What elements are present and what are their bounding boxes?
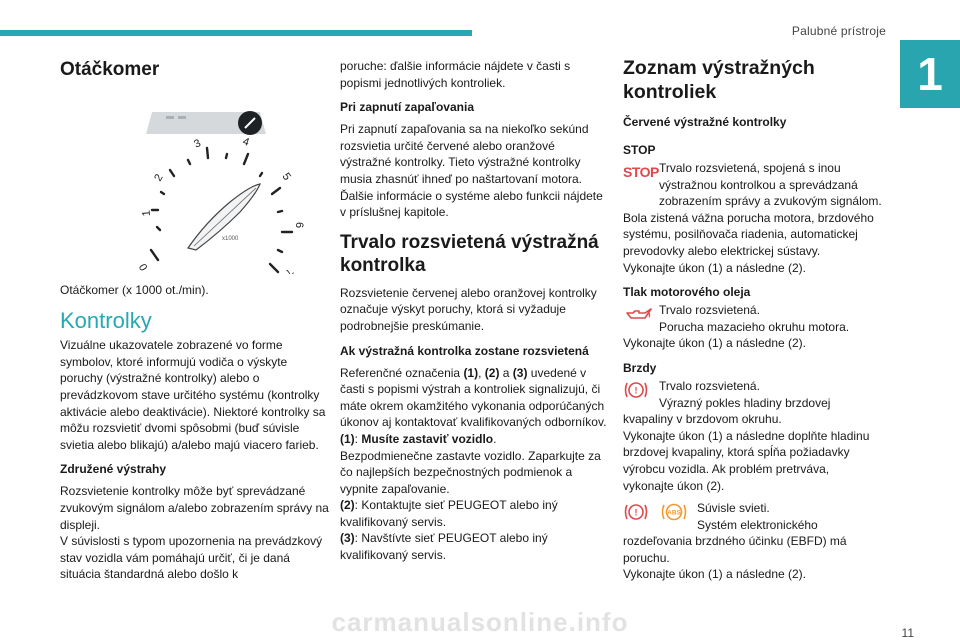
gauge-unit-label: x1000 — [222, 236, 239, 242]
tachometer-caption: Otáčkomer (x 1000 ot./min). — [60, 283, 209, 297]
oil-lead-2: Porucha mazacieho okruhu motora. — [659, 319, 850, 334]
column-1 — [60, 52, 330, 589]
oil-text: Vykonajte úkon (1) a následne (2). — [623, 336, 806, 351]
ak-text: Referenčné označenia (1), (2) a (3) uvedené v časti s popismi výstrah a kontroliek signalizujú, či máte okrem okamžitého vykonania odporúčaných úkonov aj kontaktovať kvalifikovaných odborníkov. — [340, 365, 607, 430]
ebfd-lead-2: Systém elektronického — [697, 517, 818, 532]
chapter-tab: 1 — [900, 40, 960, 108]
svg-text:ABS: ABS — [667, 509, 681, 517]
ref-2-text: (2): Kontaktujte sieť PEUGEOT alebo iný kvalifikovaný servis. — [340, 498, 558, 529]
gauge-number-6: 6 — [293, 222, 305, 229]
tachometer-gauge — [110, 90, 320, 274]
stop-lead-text: Trvalo rozsvietená, spojená s inou výstražnou kontrolkou a sprevádzaná zobrazením správy a zvukovým signálom. — [659, 161, 882, 209]
zapnuti-text: Pri zapnutí zapaľovania sa na niekoľko sekúnd rozsvietia určité červené alebo oranžové výstražné kontrolky. Tieto výstražné kontrolky musia zhasnúť ihneď po naštartovaní motora. Ďalšie informácie o systéme alebo funkcii nájdete v príslušnej kapitole. — [340, 122, 603, 220]
ebfd-text-1: rozdeľovania brzdného účinku (EBFD) má poruchu. — [623, 534, 847, 565]
gauge-number-2: 2 — [152, 172, 166, 184]
header-title: Palubné prístroje — [791, 24, 886, 38]
section-title-trvalo: Trvalo rozsvietená výstražná kontrolka — [340, 231, 599, 276]
section-title-kontrolky: Kontrolky — [60, 307, 152, 333]
ref-1-text: Bezpodmienečne zastavte vozidlo. Zaparkujte za čo najlepších bezpečnostných podmienok a vypnite zapaľovanie. — [340, 448, 601, 496]
brake-warning — [623, 378, 883, 411]
zdruzene-text-1: Rozsvietenie kontrolky môže byť sprevádzané zvukovým signálom a/alebo zobrazením správy na displeji. — [60, 484, 329, 532]
kontrolky-text: Vizuálne ukazovatele zobrazené vo forme symbolov, ktoré informujú vodiča o výskyte poruchy (výstražné kontrolky) alebo o prevádzkovom stave určitého systému (kontrolky aktivácie alebo deaktivácie). Niektoré kontrolky sa môžu rozsvietiť dvomi spôsobmi (buď súvisle svietia alebo blikajú) a/alebo majú viacero farieb. — [60, 338, 326, 452]
brake-title: Brzdy — [623, 360, 657, 375]
header-accent-bar — [0, 30, 472, 36]
gauge-number-4: 4 — [240, 135, 251, 149]
brake-lead-2: Výrazný pokles hladiny brzdovej — [659, 395, 831, 410]
ebfd-icons — [623, 500, 695, 524]
stop-warning-icon: STOP — [623, 163, 659, 180]
gauge-number-1: 1 — [140, 209, 153, 217]
ebfd-lead-1: Súvisle svieti. — [697, 501, 770, 516]
oil-lead-1: Trvalo rozsvietená. — [659, 303, 760, 318]
ref-3-text: (3): Navštívte sieť PEUGEOT alebo iný kvalifikovaný servis. — [340, 531, 548, 563]
section-title-zoznam: Zoznam výstražných kontroliek — [623, 57, 815, 103]
column-2 — [340, 52, 608, 570]
svg-text:!: ! — [634, 385, 638, 396]
section-title-zapnuti: Pri zapnutí zapaľovania — [340, 100, 474, 115]
brake-text-2: Vykonajte úkon (1) a následne doplňte hladinu brzdovej kvapaliny, ktorá spĺňa požiadavky výrobcu vozidla. Ak problém pretrváva, vykonajte úkon (2). — [623, 428, 870, 493]
brake-warning-icon-small — [626, 505, 647, 519]
section-title-tachometer: Otáčkomer — [60, 59, 160, 80]
gauge-number-5: 5 — [279, 170, 293, 183]
section-title-ak: Ak výstražná kontrolka zostane rozsvietená — [340, 343, 589, 358]
tachometer-illustration — [110, 90, 320, 274]
svg-text:!: ! — [634, 507, 638, 518]
ebfd-text-2: Vykonajte úkon (1) a následne (2). — [623, 567, 806, 582]
brake-text-1: kvapaliny v brzdovom okruhu. — [623, 412, 782, 427]
oil-title: Tlak motorového oleja — [623, 285, 751, 300]
stop-text-1: Bola zistená vážna porucha motora, brzdového systému, posilňovača riadenia, automatickej prevodovky alebo elektrickej sústavy. — [623, 210, 874, 258]
stop-warning — [623, 160, 883, 210]
zdruzene-text-2: V súvislosti s typom upozornenia na prevádzkový stav vozidla vám pomáhajú určiť, či je daná situácia štandardná alebo došlo k — [60, 534, 323, 582]
ebfd-warning — [623, 500, 883, 533]
ref-1-line: (1): Musíte zastaviť vozidlo. — [340, 431, 497, 446]
column-3 — [623, 52, 883, 589]
oil-can-icon — [623, 302, 657, 326]
gauge-number-7: 7 — [282, 266, 296, 274]
oil-warning — [623, 302, 883, 335]
gauge-number-3: 3 — [192, 137, 203, 151]
section-title-cervene: Červené výstražné kontrolky — [623, 115, 787, 129]
section-title-zdruzene: Združené výstrahy — [60, 462, 167, 477]
stop-title: STOP — [623, 143, 656, 157]
page-number: 11 — [901, 626, 914, 640]
gauge-number-0: 0 — [137, 261, 151, 273]
gauge-numbers — [137, 136, 305, 274]
watermark: carmanualsonline.info — [331, 606, 629, 637]
abs-warning-icon — [663, 505, 686, 520]
trvalo-text: Rozsvietenie červenej alebo oranžovej kontrolky označuje výskyt poruchy, ktorá si vyžaduje podrobnejšie preskúmanie. — [340, 285, 597, 333]
stop-text-2: Vykonajte úkon (1) a následne (2). — [623, 260, 806, 275]
brake-warning-icon — [623, 378, 657, 402]
cluster-icon — [146, 111, 266, 135]
continued-text: poruche: ďalšie informácie nájdete v časti s popismi jednotlivých kontroliek. — [340, 59, 571, 90]
brake-lead-1: Trvalo rozsvietená. — [659, 378, 760, 393]
